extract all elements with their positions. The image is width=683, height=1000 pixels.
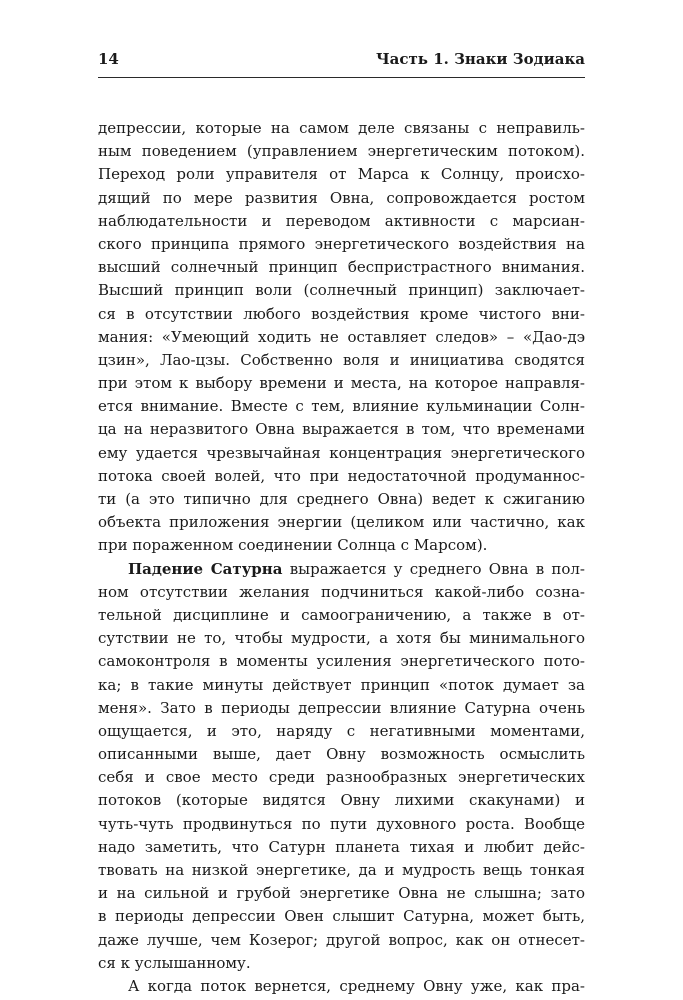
text-line: ся в отсутствии любого воздействия кроме чистого вни- <box>98 304 585 323</box>
text-line: тельной дисциплине и самоограничению, а также в от- <box>98 605 585 624</box>
text-line: чуть-чуть продвинуться по пути духовного роста. Вообще <box>98 814 585 833</box>
text-line: дящий по мере развития Овна, сопровождается ростом <box>98 188 585 207</box>
running-header <box>98 50 585 76</box>
text-line: описанными выше, дает Овну возможность осмыслить <box>98 745 585 764</box>
paragraph-3 <box>98 975 585 998</box>
text-line: при этом к выбору времени и места, на которое направля- <box>98 374 585 393</box>
running-title: Часть 1. Знаки Зодиака <box>375 50 585 68</box>
text-line: ощущается, и это, наряду с негативными моментами, <box>98 721 585 740</box>
paragraph-1 <box>98 117 585 558</box>
text-line: ным поведением (управлением энергетическим потоком). <box>98 142 585 161</box>
text-line: ца на неразвитого Овна выражается в том, что временами <box>98 420 585 439</box>
text-line: надо заметить, что Сатурн планета тихая и любит дейс- <box>98 837 585 856</box>
paragraph-2 <box>98 558 585 975</box>
text-line: твовать на низкой энергетике, да и мудрость вещь тонкая <box>98 861 585 879</box>
text-line: в периоды депрессии Овен слышит Сатурна, может быть, <box>98 907 585 926</box>
text-line: мания: «Умеющий ходить не оставляет следов» – «Дао-дэ <box>98 327 585 346</box>
text-line: депрессии, которые на самом деле связаны с неправиль- <box>98 119 585 137</box>
text-line: ном отсутствии желания подчиниться какой-либо созна- <box>98 582 585 601</box>
text-line: себя и свое место среди разнообразных энергетических <box>98 768 585 787</box>
header-rule <box>98 77 585 78</box>
text-line: потока своей волей, что при недостаточной продуманнос- <box>98 466 585 485</box>
body-text <box>98 117 585 998</box>
text-line: наблюдательности и переводом активности с марсиан- <box>98 211 585 230</box>
text-line: цзин», Лао-цзы. Собственно воля и инициатива сводятся <box>98 350 585 369</box>
text-line: сутствии не то, чтобы мудрости, а хотя бы минимального <box>98 629 585 648</box>
page-number: 14 <box>98 50 119 68</box>
term-saturn-fall: Падение Сатурна <box>128 559 283 578</box>
text-line: самоконтроля в моменты усиления энергетического пото- <box>98 652 585 671</box>
text-line: ся к услышанному. <box>98 953 251 972</box>
text-line: даже лучше, чем Козерог; другой вопрос, как он отнесет- <box>98 930 585 949</box>
text-line: ему удается чрезвычайная концентрация энергетического <box>98 443 585 462</box>
text-run: выражается у среднего Овна в пол- <box>282 559 585 578</box>
text-line: ка; в такие минуты действует принцип «поток думает за <box>98 675 585 694</box>
text-line: ского принципа прямого энергетического воздействия на <box>98 234 585 253</box>
text-line: Переход роли управителя от Марса к Солнцу, происхо- <box>98 165 585 184</box>
text-line: меня». Зато в периоды депрессии влияние Сатурна очень <box>98 698 585 717</box>
text-line: А когда поток вернется, среднему Овну уже, как пра- <box>128 976 585 995</box>
text-line: потоков (которые видятся Овну лихими скакунами) и <box>98 791 585 810</box>
text-line: при пораженном соединении Солнца с Марсом). <box>98 536 488 555</box>
text-line: и на сильной и грубой энергетике Овна не слышна; зато <box>98 884 585 903</box>
text-line: ти (а это типично для среднего Овна) ведет к сжиганию <box>98 490 585 508</box>
text-line: высший солнечный принцип беспристрастного внимания. <box>98 258 585 277</box>
text-line: Высший принцип воли (солнечный принцип) заключает- <box>98 281 585 300</box>
text-line <box>98 558 585 581</box>
text-line: ется внимание. Вместе с тем, влияние кульминации Солн- <box>98 397 585 416</box>
text-line: объекта приложения энергии (целиком или частично, как <box>98 513 585 532</box>
